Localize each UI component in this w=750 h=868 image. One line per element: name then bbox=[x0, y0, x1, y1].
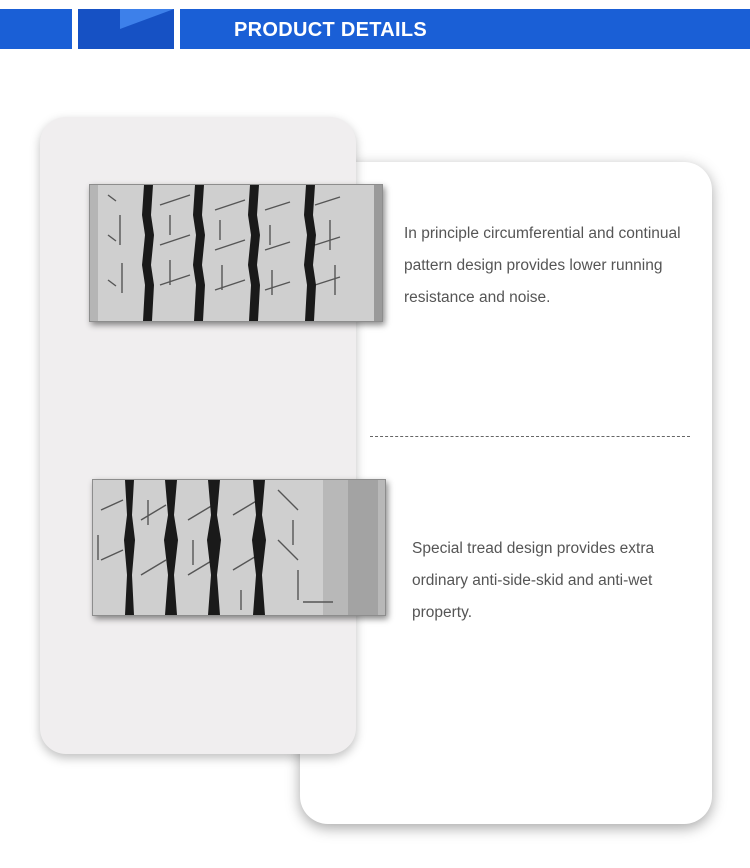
banner-segment bbox=[0, 9, 72, 49]
banner-fold bbox=[120, 9, 174, 29]
feature-text: In principle circumferential and continual pattern design provides lower running resistance and noise. bbox=[404, 225, 681, 306]
header-banner bbox=[0, 9, 750, 49]
tire-tread-icon bbox=[89, 184, 383, 322]
tire-tread-icon bbox=[92, 479, 386, 616]
divider bbox=[370, 436, 690, 437]
feature-text: Special tread design provides extra ordinary anti-side-skid and anti-wet property. bbox=[412, 540, 655, 621]
page-title: PRODUCT DETAILS bbox=[234, 19, 428, 41]
